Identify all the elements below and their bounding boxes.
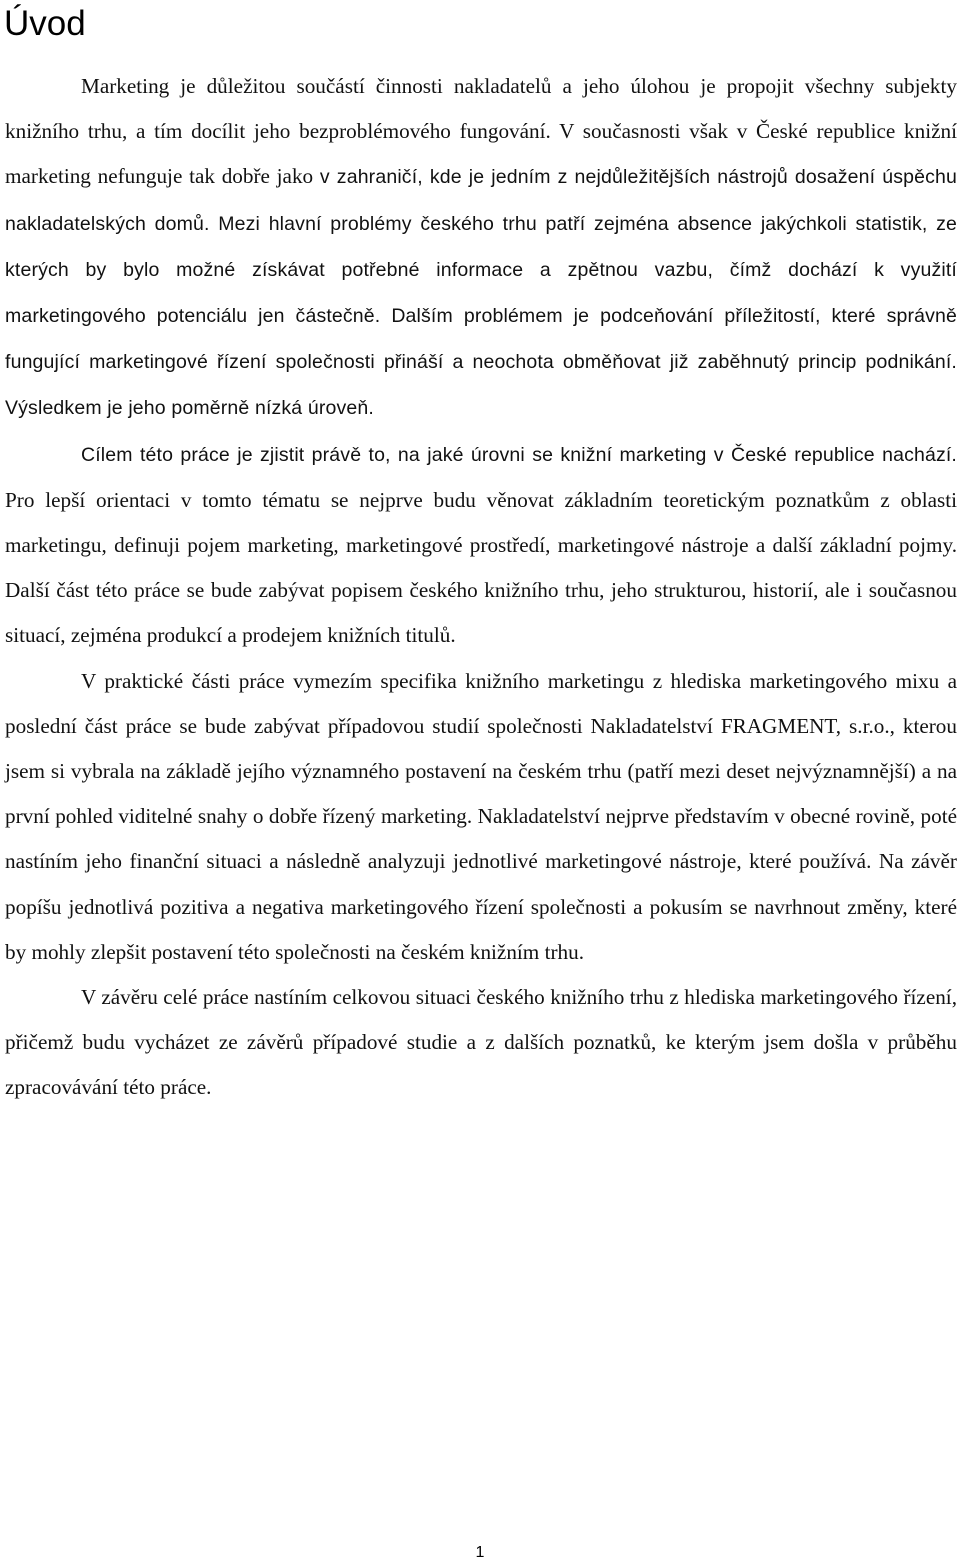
paragraph-goal xyxy=(5,432,957,659)
paragraph-practical xyxy=(5,659,957,975)
paragraph-practical-text: V praktické části práce vymezím specifika knižního marketingu z hlediska marketingového mixu a poslední část práce se bude zabývat případovou studií společnosti Nakladatelství FRAGMENT, s.r.o., kterou jsem si vybrala na základě jejího významného postavení na českém trhu (patří mezi deset nejvýznamnější) a na první pohled viditelné snahy o dobře řízený marketing. Nakladatelství nejprve představím v obecné rovině, poté nastíním jeho finanční situaci a následně analyzuji jednotlivé marketingové nástroje, které používá. Na závěr popíšu jednotlivá pozitiva a negativa marketingového řízení společnosti a pokusím se navrhnout změny, které by mohly zlepšit postavení této společnosti na českém knižním trhu. xyxy=(5,668,957,964)
page-number: 1 xyxy=(475,1544,485,1561)
paragraph-goal-part-sans: Cílem této práce je zjistit právě to, na jaké úrovni se knižní marketing v České republice nachází. xyxy=(81,443,957,466)
paragraph-intro xyxy=(5,64,957,432)
paragraph-conclusion xyxy=(5,975,957,1111)
paragraph-intro-part-serif: Marketing je důležitou součástí činnosti nakladatelů a jeho úlohou je propojit všechny subjekty knižního trhu, a tím docílit jeho bezproblémového fungování. V současnosti však v České republice knižní marketing nefunguje tak dobře jako xyxy=(5,74,957,189)
document-body xyxy=(5,64,957,1111)
page-title: Úvod xyxy=(4,4,86,43)
paragraph-conclusion-text: V závěru celé práce nastíním celkovou situaci českého knižního trhu z hlediska marketingového řízení, přičemž budu vycházet ze závěrů případové studie a z dalších poznatků, ke kterým jsem došla v průběhu zpracovávání této práce. xyxy=(5,985,957,1100)
paragraph-intro-part-sans: v zahraničí, kde je jedním z nejdůležitějších nástrojů dosažení úspěchu nakladatelských domů. Mezi hlavní problémy českého trhu patří zejména absence jakýchkoli statistik, ze kterých by bylo možné získávat potřebné informace a zpětnou vazbu, čímž dochází k využití marketingového potenciálu jen částečně. Dalším problémem je podceňování příležitostí, které správně fungující marketingové řízení společnosti přináší a neochota obměňovat již zaběhnutý princip podnikání. Výsledkem je jeho poměrně nízká úroveň. xyxy=(5,166,957,420)
paragraph-goal-part-serif: Pro lepší orientaci v tomto tématu se nejprve budu věnovat základním teoretickým poznatkům z oblasti marketingu, definuji pojem marketing, marketingové prostředí, marketingové nástroje a další základní pojmy. Další část této práce se bude zabývat popisem českého knižního trhu, jeho strukturou, historií, ale i současnou situací, zejména produkcí a prodejem knižních titulů. xyxy=(5,487,957,648)
